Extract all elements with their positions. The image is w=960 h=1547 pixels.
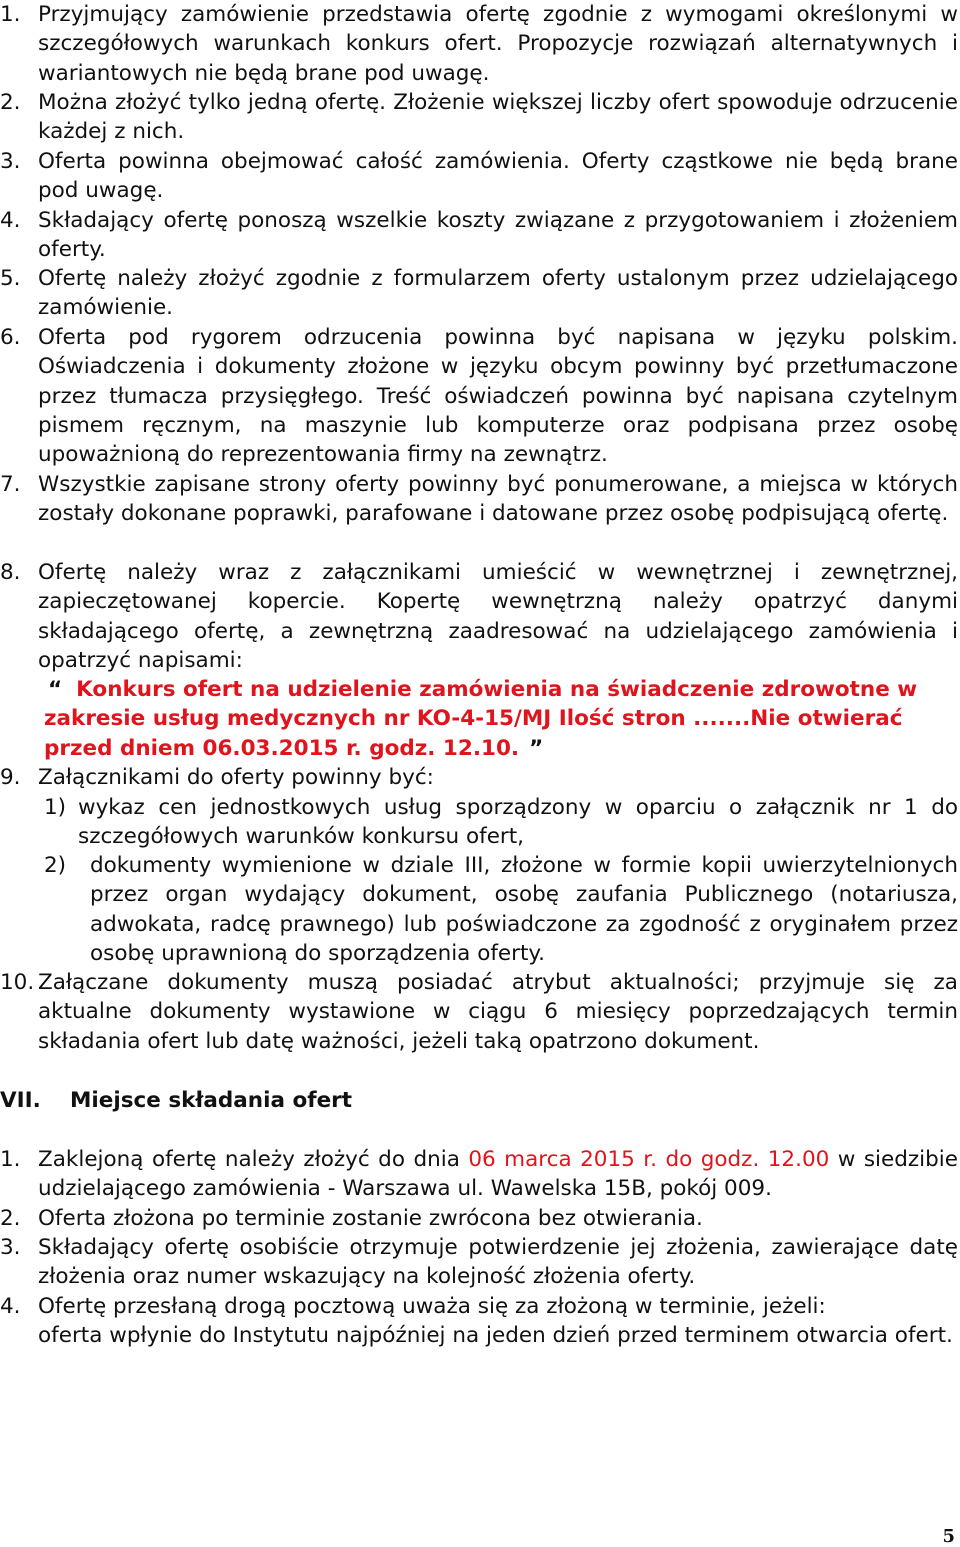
section-item-1 (0, 1145, 958, 1204)
page-number: 5 (942, 1526, 955, 1547)
item-text: Ofertę należy wraz z załącznikami umieścić w wewnętrznej i zewnętrznej, zapieczętowanej kopercie. Kopertę wewnętrzną należy opatrzyć danymi składającego ofertę, a zewnętrzną zaadresować na udzielającego zamówienia i opatrzyć napisami: (38, 560, 958, 673)
item-number: 3. (0, 1235, 21, 1260)
list-item-1 (0, 0, 958, 88)
section-numeral: VII. (0, 1088, 41, 1113)
inscription-line-2: zakresie usług medycznych nr KO-4-15/MJ Ilość stron .......Nie otwierać (44, 706, 903, 732)
list-item-4 (0, 206, 958, 265)
item-text: Załącznikami do oferty powinny być: (38, 765, 434, 790)
sub-item-1 (44, 793, 958, 852)
open-quote-mark: “ (48, 677, 63, 702)
sub-item-number: 1) (44, 795, 67, 820)
item-number: 8. (0, 560, 21, 585)
inscription-line-1: Konkurs ofert na udzielenie zamówienia na świadczenie zdrowotne w (76, 677, 918, 702)
item-text-line-2: oferta wpłynie do Instytutu najpóźniej na jeden dzień przed terminem otwarcia ofert. (38, 1323, 953, 1349)
close-quote-mark: ” (529, 735, 544, 761)
sub-item-number: 2) (44, 853, 67, 878)
list-item-8 (0, 558, 958, 675)
item-text: Składający ofertę osobiście otrzymuje potwierdzenie jej złożenia, zawierające datę złożenia oraz numer wskazujący na kolejność złożenia oferty. (38, 1235, 958, 1290)
deadline-date: 06 marca 2015 r. do godz. 12.00 (468, 1147, 830, 1172)
item-text: Można złożyć tylko jedną ofertę. Złożenie większej liczby ofert spowoduje odrzucenie każdej z nich. (38, 90, 958, 145)
item-text: Oferta pod rygorem odrzucenia powinna być napisana w języku polskim. Oświadczenia i dokumenty złożone w języku obcym powinny być przetłumaczone przez tłumacza przysięgłego. Treść oświadczeń powinna być napisana czytelnym pismem ręcznym, na maszynie lub komputerze oraz podpisana przez osobę upoważnioną do reprezentowania firmy na zewnątrz. (38, 325, 958, 468)
item-number: 1. (0, 2, 21, 27)
sub-item-2 (44, 851, 958, 968)
inscription-line-3: przed dniem 06.03.2015 r. godz. 12.10. (44, 735, 520, 761)
item-text: Ofertę należy złożyć zgodnie z formularzem oferty ustalonym przez udzielającego zamówienie. (38, 266, 958, 321)
item-text-line-1: Ofertę przesłaną drogą pocztową uważa się za złożoną w terminie, jeżeli: (38, 1294, 826, 1319)
section-item-4 (0, 1292, 958, 1351)
item-number: 6. (0, 325, 21, 350)
item-text: Składający ofertę ponoszą wszelkie koszty związane z przygotowaniem i złożeniem oferty. (38, 208, 958, 263)
list-item-7 (0, 470, 958, 529)
envelope-inscription (38, 675, 958, 763)
sub-item-text: dokumenty wymienione w dziale III, złożone w formie kopii uwierzytelnionych przez organ wydający dokument, osobę zaufania Publicznego (notariusza, adwokata, radcę prawnego) lub poświadczone za zgodność z oryginałem przez osobę uprawnioną do sporządzenia oferty. (90, 853, 958, 966)
list-item-3 (0, 147, 958, 206)
item-number: 9. (0, 765, 21, 790)
section-item-3 (0, 1233, 958, 1292)
item-number: 3. (0, 149, 21, 174)
section-title: Miejsce składania ofert (70, 1088, 353, 1113)
item-number: 5. (0, 266, 21, 291)
item-number: 1. (0, 1147, 21, 1172)
item-number: 4. (0, 1294, 21, 1319)
item-text: Wszystkie zapisane strony oferty powinny być ponumerowane, a miejsca w których zostały dokonane poprawki, parafowane i datowane przez osobę podpisującą ofertę. (38, 472, 958, 527)
list-item-2 (0, 88, 958, 147)
item-number: 10. (0, 970, 35, 995)
item-text-post: w siedzibie udzielającego zamówienia - Warszawa ul. Wawelska 15B, pokój 009. (38, 1147, 958, 1202)
item-text-pre: Zaklejoną ofertę należy złożyć do dnia (38, 1147, 469, 1172)
item-number: 2. (0, 1206, 21, 1231)
item-number: 2. (0, 90, 21, 115)
item-number: 7. (0, 472, 21, 497)
item-text: Przyjmujący zamówienie przedstawia ofertę zgodnie z wymogami określonymi w szczegółowych warunkach konkurs ofert. Propozycje rozwiązań alternatywnych i wariantowych nie będą brane pod uwagę. (38, 2, 958, 86)
item-text: Załączane dokumenty muszą posiadać atrybut aktualności; przyjmuje się za aktualne dokumenty wystawione w ciągu 6 miesięcy poprzedzających termin składania ofert lub datę ważności, jeżeli taką opatrzono dokument. (38, 970, 958, 1054)
list-item-9 (0, 763, 958, 792)
item-text: Oferta złożona po terminie zostanie zwrócona bez otwierania. (38, 1206, 703, 1231)
list-item-5 (0, 264, 958, 323)
item-text: Oferta powinna obejmować całość zamówienia. Oferty cząstkowe nie będą brane pod uwagę. (38, 149, 958, 204)
item-number: 4. (0, 208, 21, 233)
list-item-10 (0, 968, 958, 1056)
sub-item-text: wykaz cen jednostkowych usług sporządzony w oparciu o załącznik nr 1 do szczegółowych warunków konkursu ofert, (78, 795, 958, 850)
section-item-2 (0, 1204, 958, 1233)
list-item-6 (0, 323, 958, 469)
